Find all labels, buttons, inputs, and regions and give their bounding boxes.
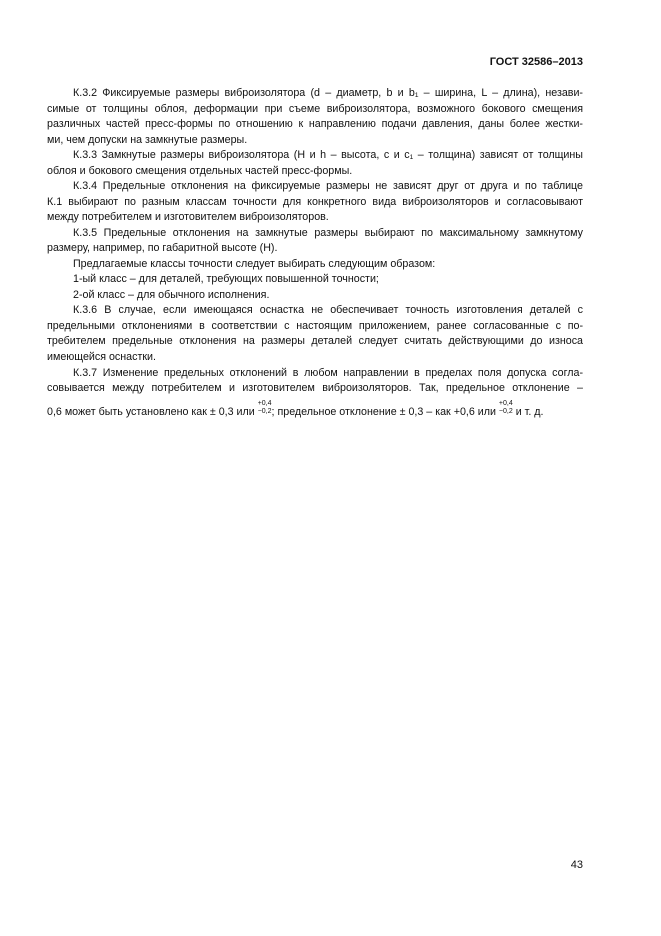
paragraph-line: К.3.3 Замкнутые размеры виброизолятора (H и h – высота, c и c₁ – толщина) зависят от толщины <box>73 149 583 162</box>
text-segment: ; предельное отклонение ± 0,3 – как +0,6 или <box>271 406 499 418</box>
paragraph-line: Предлагаемые классы точности следует выбирать следующим образом: <box>73 257 436 270</box>
tolerance-upper: +0,4 <box>257 400 272 407</box>
paragraph-line: имеющейся оснастки. <box>47 351 156 363</box>
paragraph-line: размеру, например, по габаритной высоте (H). <box>47 242 278 255</box>
paragraph-line: совывается между потребителем и изготовителем виброизоляторов. Так, предельное отклонение – <box>47 382 583 395</box>
paragraph-line: различных частей пресс-формы по отношению к направлению подачи давления, даны более жестки- <box>47 118 583 131</box>
paragraph-line: симые от толщины облоя, деформации при съеме виброизолятора, возможного бокового смещения <box>47 102 583 115</box>
paragraph-line: ми, чем допуски на замкнутые размеры. <box>47 133 248 146</box>
paragraph-line: требителем предельные отклонения на размеры деталей следует считать действующими до износа <box>47 335 583 348</box>
tolerance-lower: −0,2 <box>498 408 513 415</box>
paragraph-line: К.3.5 Предельные отклонения на замкнутые размеры выбирают по максимальному замкнутому <box>73 226 583 239</box>
tolerance-upper: +0,4 <box>498 400 513 407</box>
text-segment: 0,6 может быть установлено как ± 0,3 или <box>47 406 258 418</box>
text-segment: и т. д. <box>512 406 544 418</box>
paragraph-line: К.3.6 В случае, если имеющаяся оснастка не обеспечивает точность изготовления деталей с <box>73 304 583 317</box>
document-header-id: ГОСТ 32586–2013 <box>489 56 583 68</box>
tolerance-stack <box>499 400 513 416</box>
paragraph-line-last <box>47 400 583 420</box>
paragraph-line: 1-ый класс – для деталей, требующих повышенной точности; <box>73 273 379 286</box>
paragraph-line: К.3.4 Предельные отклонения на фиксируемые размеры не зависят друг от друга и по таблице <box>73 180 583 193</box>
tolerance-stack <box>258 400 272 416</box>
paragraph-line: предельными отклонениями в соответствии с настоящим приложением, ранее согласованные с по- <box>47 319 583 332</box>
paragraph-line: К.3.7 Изменение предельных отклонений в любом направлении в пределах поля допуска согла- <box>73 366 583 379</box>
page-number: 43 <box>570 859 583 871</box>
tolerance-lower: −0,2 <box>257 408 272 415</box>
paragraph-line: К.3.2 Фиксируемые размеры виброизолятора (d – диаметр, b и b₁ – ширина, L – длина), незави- <box>73 87 583 99</box>
paragraph-line: облоя и бокового смещения отдельных частей пресс-формы. <box>47 164 353 177</box>
paragraph-line: между потребителем и изготовителем виброизоляторов. <box>47 211 329 224</box>
paragraph-line: 2-ой класс – для обычного исполнения. <box>73 288 270 301</box>
paragraph-line: К.1 выбирают по разным классам точности для конкретного вида виброизоляторов и согласовывают <box>47 195 583 208</box>
